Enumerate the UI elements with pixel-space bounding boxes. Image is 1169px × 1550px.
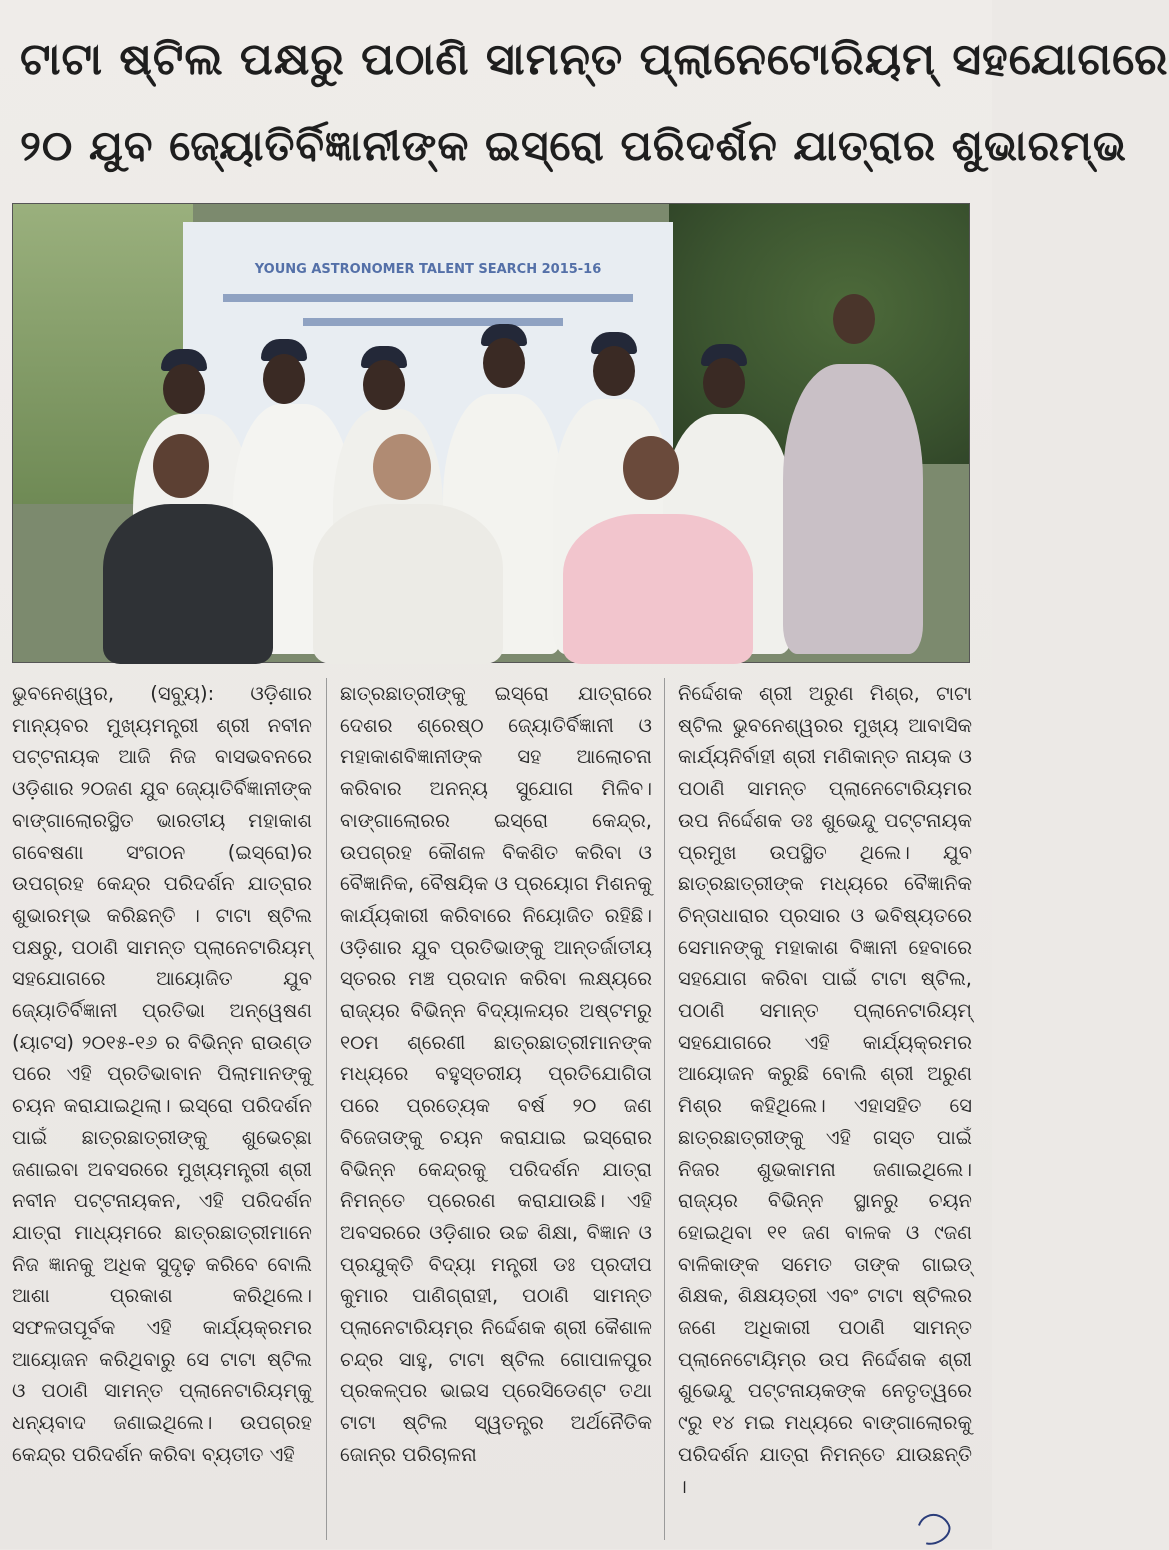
banner-title: YOUNG ASTRONOMER TALENT SEARCH 2015-16 [254, 262, 602, 277]
banner-subtitle-line [223, 294, 633, 302]
head [703, 358, 745, 408]
head [363, 360, 405, 410]
column-divider [664, 678, 665, 1540]
column-divider [326, 678, 327, 1540]
banner-subtitle-line [303, 318, 563, 326]
person-figure [103, 504, 273, 664]
head [163, 364, 205, 414]
article-column-2: ଛାତ୍ରଛାତ୍ରୀଙ୍କୁ ଇସ୍ରୋ ଯାତ୍ରାରେ ଦେଶର ଶ୍ରେଷ୍ଠ ଜ୍ୟୋତିର୍ବିଜ୍ଞାନୀ ଓ ମହାକାଶବିଜ୍ଞାନୀଙ୍କ ସହ ଆଲୋଚନା କରିବାର ଅନନ୍ୟ ସୁଯୋଗ ମିଳିବ। ବାଙ୍ଗାଲୋରର ଇସ୍ରୋ କେନ୍ଦ୍ର, ଉପଗ୍ରହ କୌଶଳ ବିକଶିତ କରିବା ଓ ବୈଜ୍ଞାନିକ, ବୈଷୟିକ ଓ ପ୍ରୟୋଗ ମିଶନକୁ କାର୍ଯ୍ୟକାରୀ କରିବାରେ ନିୟୋଜିତ ରହିଛି। ଓଡ଼ିଶାର ଯୁବ ପ୍ରତିଭାଙ୍କୁ ଆନ୍ତର୍ଜାତୀୟ ସ୍ତରର ମଞ୍ଚ ପ୍ରଦାନ କରିବା ଲକ୍ଷ୍ୟରେ ରାଜ୍ୟର ବିଭିନ୍ନ ବିଦ୍ୟାଳୟର ଅଷ୍ଟମରୁ ୧୦ମ ଶ୍ରେଣୀ ଛାତ୍ରଛାତ୍ରୀମାନଙ୍କ ମଧ୍ୟରେ ବହୁସ୍ତରୀୟ ପ୍ରତିଯୋଗିତା ପରେ ପ୍ରତ୍ୟେକ ବର୍ଷ ୨୦ ଜଣ ବିଜେତାଙ୍କୁ ଚୟନ କରାଯାଇ ଇସ୍ରୋର ବିଭିନ୍ନ କେନ୍ଦ୍ରକୁ ପରିଦର୍ଶନ ଯାତ୍ରା ନିମନ୍ତେ ପ୍ରେରଣ କରାଯାଉଛି। ଏହି ଅବସରରେ ଓଡ଼ିଶାର ଉଚ୍ଚ ଶିକ୍ଷା, ବିଜ୍ଞାନ ଓ ପ୍ରଯୁକ୍ତି ବିଦ୍ୟା ମନ୍ତ୍ରୀ ଡଃ ପ୍ରଦୀପ କୁମାର ପାଣିଗ୍ରାହୀ, ପଠାଣି ସାମନ୍ତ ପ୍ଲାନେଟାରିୟମ୍‌ର ନିର୍ଦ୍ଦେଶକ ଶ୍ରୀ କୈଶାଳ ଚନ୍ଦ୍ର ସାହୁ, ଟାଟା ଷ୍ଟିଲ ଗୋପାଳପୁର ପ୍ରକଳ୍ପର ଭାଇସ ପ୍ରେସିଡେଣ୍ଟ ତଥା ଟାଟା ଷ୍ଟିଲ ସ୍ୱତନ୍ତ୍ର ଅର୍ଥନୈତିକ ଜୋନ୍‌ର ପରିଚାଳନା [340, 682, 652, 1466]
head [833, 294, 875, 344]
head [263, 354, 305, 404]
head [593, 346, 635, 396]
head [153, 434, 209, 498]
headline-line-2: ୨୦ ଯୁବ ଜ୍ୟୋତିର୍ବିଜ୍ଞାନୀଙ୍କ ଇସ୍ରୋ ପରିଦର୍ଶନ ଯାତ୍ରାର ଶୁଭାରମ୍ଭ [20, 121, 1127, 170]
head [373, 434, 431, 500]
article-body [12, 678, 972, 1540]
head [623, 436, 679, 500]
article-column-3: ନିର୍ଦ୍ଦେଶକ ଶ୍ରୀ ଅରୁଣ ମିଶ୍ର, ଟାଟା ଷ୍ଟିଲ ଭୁବନେଶ୍ୱରର ମୁଖ୍ୟ ଆବାସିକ କାର୍ଯ୍ୟନିର୍ବାହୀ ଶ୍ରୀ ମଣିକାନ୍ତ ନାୟକ ଓ ପଠାଣି ସାମନ୍ତ ପ୍ଲାନେଟୋରିୟମର ଉପ ନିର୍ଦ୍ଦେଶକ ଡଃ ଶୁଭେନ୍ଦୁ ପଟ୍ଟନାୟକ ପ୍ରମୁଖ ଉପସ୍ଥିତ ଥିଲେ। ଯୁବ ଛାତ୍ରଛାତ୍ରୀଙ୍କ ମଧ୍ୟରେ ବୈଜ୍ଞାନିକ ଚିନ୍ତାଧାରାର ପ୍ରସାର ଓ ଭବିଷ୍ୟତରେ ସେମାନଙ୍କୁ ମହାକାଶ ବିଜ୍ଞାନୀ ହେବାରେ ସହଯୋଗ କରିବା ପାଇଁ ଟାଟା ଷ୍ଟିଲ, ପଠାଣି ସମାନ୍ତ ପ୍ଲାନେଟାରିୟମ୍ ସହଯୋଗରେ ଏହି କାର୍ଯ୍ୟକ୍ରମର ଆୟୋଜନ କରୁଛି ବୋଲି ଶ୍ରୀ ଅରୁଣ ମିଶ୍ର କହିଥିଲେ। ଏହାସହିତ ସେ ଛାତ୍ରଛାତ୍ରୀଙ୍କୁ ଏହି ଗସ୍ତ ପାଇଁ ନିଜର ଶୁଭକାମନା ଜଣାଇଥିଲେ। ରାଜ୍ୟର ବିଭିନ୍ନ ସ୍ଥାନରୁ ଚୟନ ହୋଇଥିବା ୧୧ ଜଣ ବାଳକ ଓ ୯ଜଣ ବାଳିକାଙ୍କ ସମେତ ତାଙ୍କ ଗାଇଡ୍ ଶିକ୍ଷକ, ଶିକ୍ଷୟତ୍ରୀ ଏବଂ ଟାଟା ଷ୍ଟିଲର ଜଣେ ଅଧିକାରୀ ପଠାଣି ସାମନ୍ତ ପ୍ଲାନେଟୋୟିମ୍‌ର ଉପ ନିର୍ଦ୍ଦେଶକ ଶ୍ରୀ ଶୁଭେନ୍ଦୁ ପଟ୍ଟନାୟକଙ୍କ ନେତୃତ୍ୱରେ ୯ରୁ ୧୪ ମଇ ମଧ୍ୟରେ ବାଙ୍ଗାଲୋରକୁ ପରିଦର୍ଶନ ଯାତ୍ରା ନିମନ୍ତେ ଯାଉଛନ୍ତି । [678, 682, 972, 1498]
group-photo [12, 203, 970, 663]
head [483, 338, 525, 388]
person-figure [563, 514, 753, 664]
headline-line-1: ଟାଟା ଷ୍ଟିଲ ପକ୍ଷରୁ ପଠାଣି ସାମନ୍ତ ପ୍ଲାନେଟୋରିୟମ୍ ସହଯୋଗରେ [20, 34, 1169, 85]
person-figure [313, 504, 503, 664]
person-figure [783, 364, 923, 654]
photo-crowd [43, 354, 943, 654]
article-column-1: ଭୁବନେଶ୍ୱର, (ସବ୍ୟୁ): ଓଡ଼ିଶାର ମାନ୍ୟବର ମୁଖ୍ୟମନ୍ତ୍ରୀ ଶ୍ରୀ ନବୀନ ପଟ୍ଟନାୟକ ଆଜି ନିଜ ବାସଭବନରେ ଓଡ଼ିଶାର ୨୦ଜଣ ଯୁବ ଜ୍ୟୋତିର୍ବିଜ୍ଞାନୀଙ୍କ ବାଙ୍ଗାଲୋରସ୍ଥିତ ଭାରତୀୟ ମହାକାଶ ଗବେଷଣା ସଂଗଠନ (ଇସ୍ରୋ)ର ଉପଗ୍ରହ କେନ୍ଦ୍ର ପରିଦର୍ଶନ ଯାତ୍ରାର ଶୁଭାରମ୍ଭ କରିଛନ୍ତି । ଟାଟା ଷ୍ଟିଲ ପକ୍ଷରୁ, ପଠାଣି ସାମନ୍ତ ପ୍ଲାନେଟାରିୟମ୍ ସହଯୋଗରେ ଆୟୋଜିତ ଯୁବ ଜ୍ୟୋତିର୍ବିଜ୍ଞାନୀ ପ୍ରତିଭା ଅନ୍ୱେଷଣ (ୟାଟସ) ୨୦୧୫-୧୬ ର ବିଭିନ୍ନ ରାଉଣ୍ଡ ପରେ ଏହି ପ୍ରତିଭାବାନ ପିଲାମାନଙ୍କୁ ଚୟନ କରାଯାଇଥିଲା। ଇସ୍ରୋ ପରିଦର୍ଶନ ପାଇଁ ଛାତ୍ରଛାତ୍ରୀଙ୍କୁ ଶୁଭେଚ୍ଛା ଜଣାଇବା ଅବସରରେ ମୁଖ୍ୟମନ୍ତ୍ରୀ ଶ୍ରୀ ନବୀନ ପଟ୍ଟନାୟକନ, ଏହି ପରିଦର୍ଶନ ଯାତ୍ରା ମାଧ୍ୟମରେ ଛାତ୍ରଛାତ୍ରୀମାନେ ନିଜ ଜ୍ଞାନକୁ ଅଧିକ ସୁଦୃଢ଼ କରିବେ ବୋଲି ଆଶା ପ୍ରକାଶ କରିଥିଲେ। ସଫଳତାପୂର୍ବକ ଏହି କାର୍ଯ୍ୟକ୍ରମର ଆୟୋଜନ କରିଥିବାରୁ ସେ ଟାଟା ଷ୍ଟିଲ ଓ ପଠାଣି ସାମନ୍ତ ପ୍ଲାନେଟାରିୟମ୍‌କୁ ଧନ୍ୟବାଦ ଜଣାଇଥିଲେ। ଉପଗ୍ରହ କେନ୍ଦ୍ର ପରିଦର୍ଶନ କରିବା ବ୍ୟତୀତ ଏହି [12, 682, 312, 1466]
